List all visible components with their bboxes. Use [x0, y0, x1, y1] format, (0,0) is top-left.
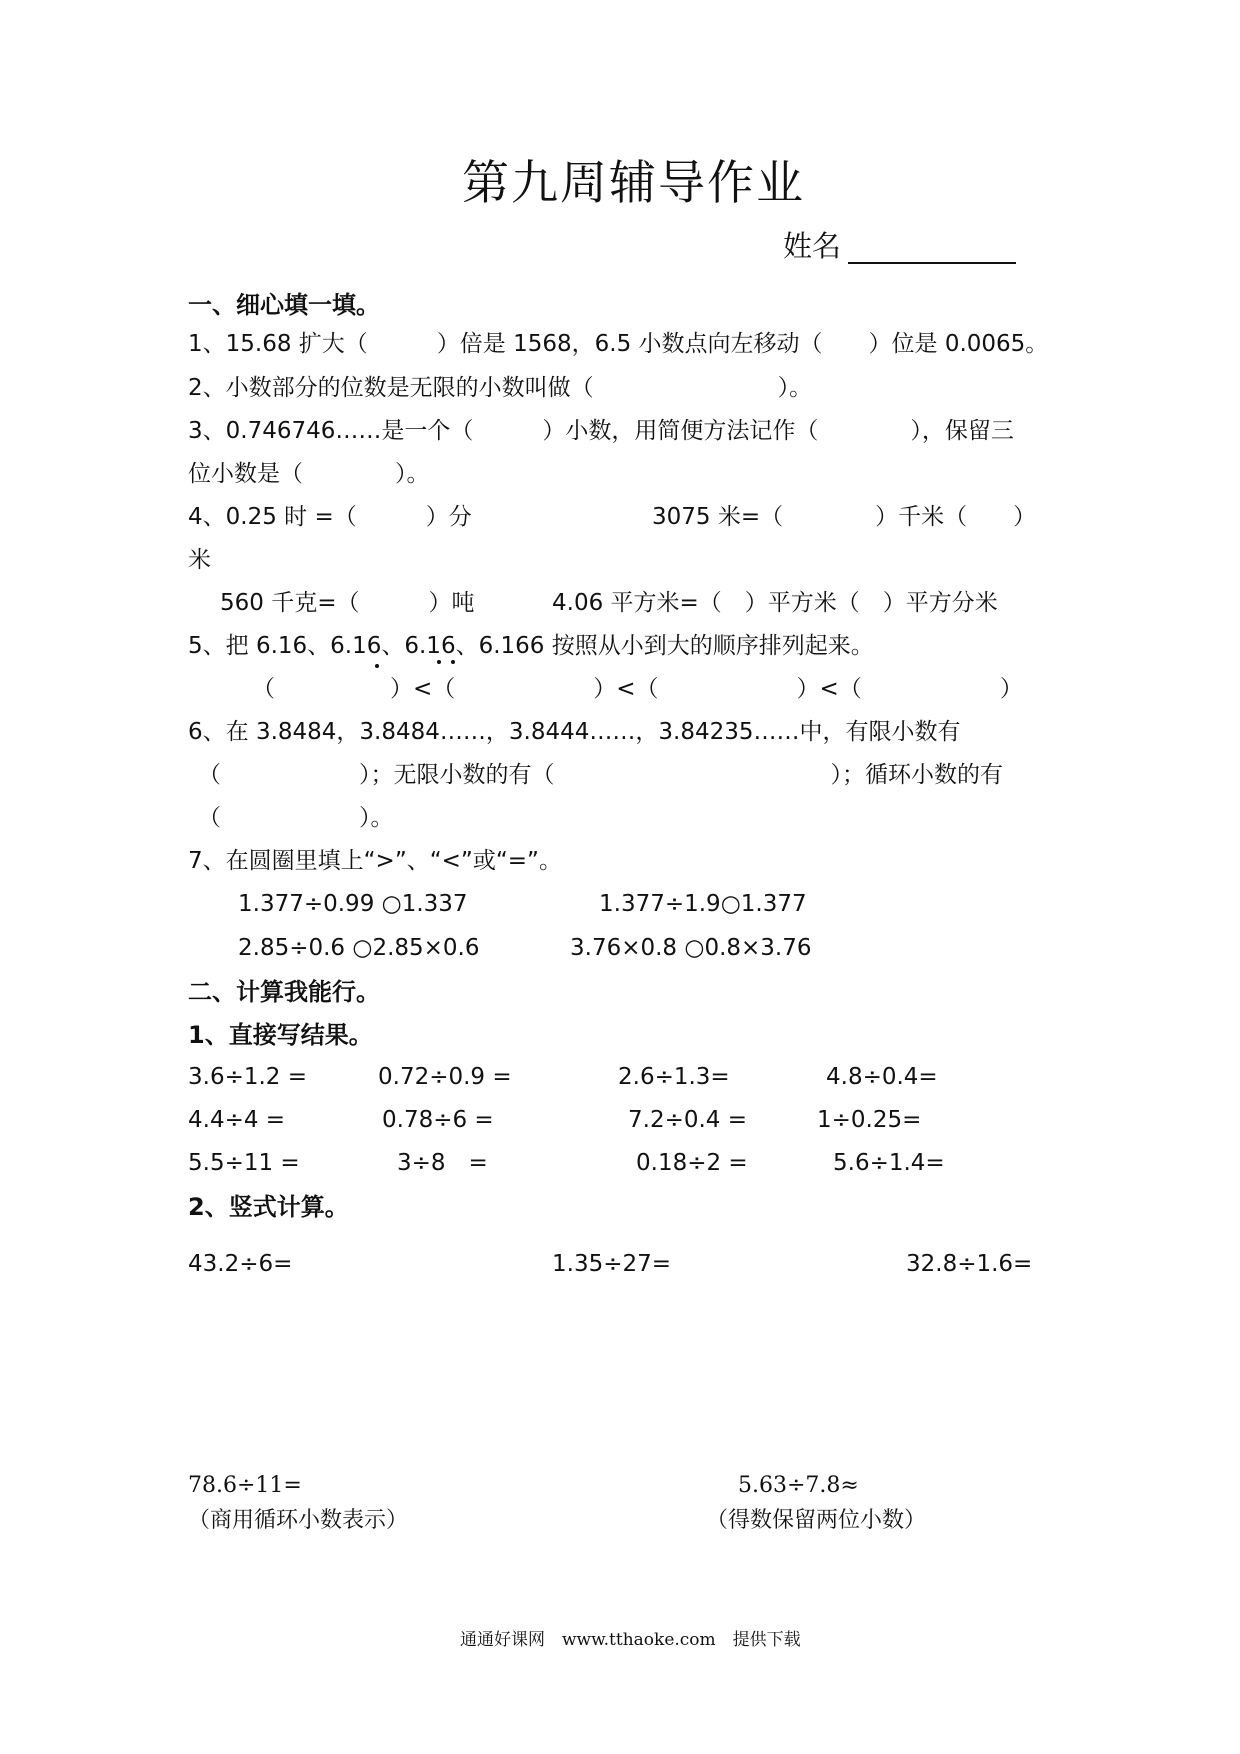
section1-heading: 一、细心填一填。 — [188, 291, 380, 319]
repeating-dot — [375, 664, 379, 668]
direct-calc-item: 0.18÷2 = — [636, 1150, 748, 1176]
direct-calc-item: 2.6÷1.3= — [618, 1064, 730, 1090]
vertical-calc-item: 32.8÷1.6= — [906, 1251, 1033, 1277]
question-5-blanks: （ ）<（ ）<（ ）<（ ） — [252, 676, 1023, 702]
question-5: 5、把 6.16、6.16、6.16、6.166 按照从小到大的顺序排列起来。 — [188, 633, 874, 659]
extra-calc-note: （商用循环小数表示） — [188, 1508, 409, 1533]
section2-heading: 二、计算我能行。 — [188, 978, 380, 1006]
question-4-part3: 560 千克=（ ）吨 — [220, 590, 475, 616]
direct-calc-item: 3.6÷1.2 = — [188, 1064, 308, 1090]
direct-calc-item: 0.72÷0.9 = — [378, 1064, 512, 1090]
extra-calc-note: （得数保留两位小数） — [706, 1508, 927, 1533]
repeating-dot — [437, 660, 441, 664]
question-6-line1: 6、在 3.8484，3.8484……，3.8444……，3.84235……中，有限小数有 — [188, 719, 961, 745]
direct-calc-item: 0.78÷6 = — [382, 1107, 494, 1133]
direct-calc-item: 4.4÷4 = — [188, 1107, 286, 1133]
question-4-part1: 4、0.25 时 =（ ）分 — [188, 504, 472, 530]
repeating-dot — [451, 660, 455, 664]
footer-text: 通通好课网 www.tthaoke.com 提供下载 — [460, 1630, 801, 1650]
compare-item: 2.85÷0.6 ○2.85×0.6 — [238, 935, 480, 961]
question-6-line2: （ ）；无限小数的有（ ）；循环小数的有 — [198, 762, 1003, 788]
name-blank-line[interactable] — [848, 262, 1016, 264]
direct-calc-item: 1÷0.25= — [817, 1107, 922, 1133]
vertical-calc-item: 1.35÷27= — [552, 1251, 672, 1277]
compare-item: 1.377÷1.9○1.377 — [599, 891, 807, 917]
vertical-calc-heading: 2、竖式计算。 — [188, 1193, 349, 1221]
extra-calc-expr: 5.63÷7.8≈ — [738, 1473, 859, 1498]
direct-calc-heading: 1、直接写结果。 — [188, 1021, 373, 1049]
question-1: 1、15.68 扩大（ ）倍是 1568，6.5 小数点向左移动（ ）位是 0.0065。 — [188, 331, 1049, 357]
question-7: 7、在圆圈里填上“>”、“<”或“=”。 — [188, 848, 562, 874]
question-4-wrap: 米 — [188, 547, 211, 573]
name-label: 姓名 — [783, 229, 842, 263]
question-4-part2: 3075 米=（ ）千米（ ） — [652, 504, 1037, 530]
question-3-line2: 位小数是（ ）。 — [188, 461, 430, 487]
direct-calc-item: 5.5÷11 = — [188, 1150, 300, 1176]
direct-calc-item: 5.6÷1.4= — [833, 1150, 945, 1176]
compare-item: 1.377÷0.99 ○1.337 — [238, 891, 468, 917]
direct-calc-item: 3÷8 = — [397, 1150, 488, 1176]
page-title: 第九周辅导作业 — [462, 156, 805, 211]
question-3-line1: 3、0.746746……是一个（ ）小数，用简便方法记作（ ），保留三 — [188, 418, 1014, 444]
question-2: 2、小数部分的位数是无限的小数叫做（ ）。 — [188, 375, 813, 401]
direct-calc-item: 7.2÷0.4 = — [628, 1107, 748, 1133]
question-4-part4: 4.06 平方米=（ ）平方米（ ）平方分米 — [552, 590, 998, 616]
compare-item: 3.76×0.8 ○0.8×3.76 — [570, 935, 812, 961]
vertical-calc-item: 43.2÷6= — [188, 1251, 293, 1277]
direct-calc-item: 4.8÷0.4= — [826, 1064, 938, 1090]
question-6-line3: （ ）。 — [198, 805, 394, 831]
extra-calc-expr: 78.6÷11= — [188, 1473, 302, 1498]
